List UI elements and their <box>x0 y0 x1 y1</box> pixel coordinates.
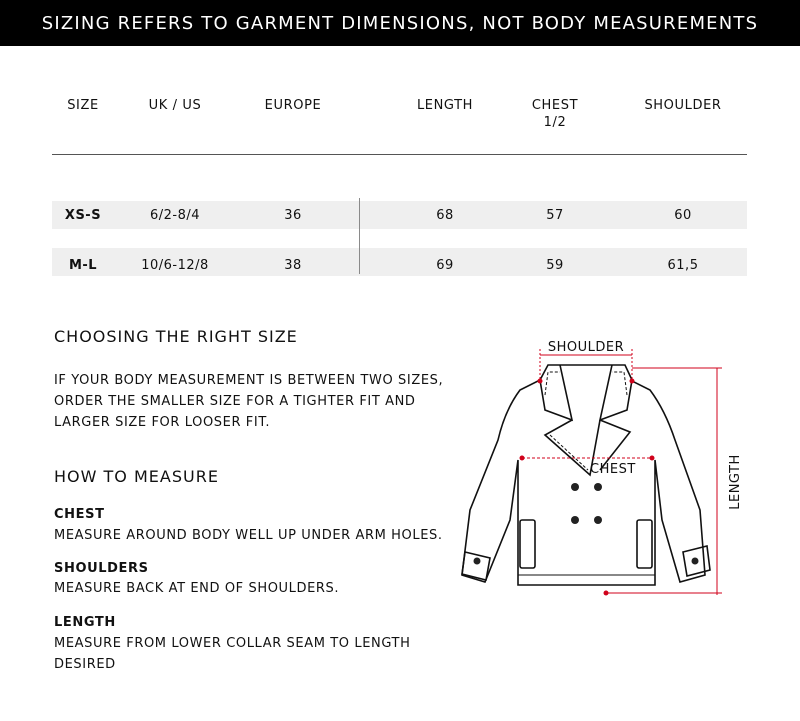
how-to-measure-heading: HOW TO MEASURE <box>54 467 219 486</box>
row2-chest: 59 <box>546 258 564 273</box>
header-shoulder: SHOULDER <box>644 98 722 113</box>
button-icons <box>474 483 699 565</box>
length-text: MEASURE FROM LOWER COLLAR SEAM TO LENGTH DESIRED <box>54 636 411 672</box>
row1-europe: 36 <box>284 208 302 223</box>
row1-uk-us: 6/2-8/4 <box>149 208 201 223</box>
header-chest: CHEST 1/2 <box>531 98 579 130</box>
shoulders-heading: SHOULDERS <box>54 561 149 576</box>
size-guide-banner: SIZING REFERS TO GARMENT DIMENSIONS, NOT BODY MEASUREMENTS <box>0 0 800 46</box>
row2-shoulder: 61,5 <box>667 258 699 273</box>
length-heading: LENGTH <box>54 615 116 630</box>
header-length: LENGTH <box>416 98 474 113</box>
chest-heading: CHEST <box>54 507 105 522</box>
row2-size: M-L <box>68 258 98 273</box>
chest-label: CHEST <box>590 462 636 477</box>
row2-length: 69 <box>436 258 454 273</box>
row1-length: 68 <box>436 208 454 223</box>
row1-size: XS-S <box>64 208 102 223</box>
choosing-size-heading: CHOOSING THE RIGHT SIZE <box>54 327 298 346</box>
length-label: LENGTH <box>728 454 743 510</box>
measurement-points <box>520 379 655 596</box>
shoulder-label: SHOULDER <box>547 340 625 355</box>
row1-shoulder: 60 <box>674 208 692 223</box>
row2-europe: 38 <box>284 258 302 273</box>
row2-uk-us: 10/6-12/8 <box>141 258 209 273</box>
column-divider <box>359 198 360 274</box>
chest-text: MEASURE AROUND BODY WELL UP UNDER ARM HOLES. <box>54 528 443 543</box>
header-size: SIZE <box>67 98 99 113</box>
jacket-outline <box>462 365 710 585</box>
jacket-measurement-diagram <box>440 330 780 610</box>
shoulders-text: MEASURE BACK AT END OF SHOULDERS. <box>54 581 340 596</box>
header-divider <box>52 154 747 155</box>
row1-chest: 57 <box>546 208 564 223</box>
header-uk-us: UK / US <box>148 98 202 113</box>
choosing-size-text: IF YOUR BODY MEASUREMENT IS BETWEEN TWO SIZES, ORDER THE SMALLER SIZE FOR A TIGHTER FIT AND LARGER SIZE FOR LOOSER FIT. <box>54 373 444 430</box>
header-europe: EUROPE <box>264 98 322 113</box>
